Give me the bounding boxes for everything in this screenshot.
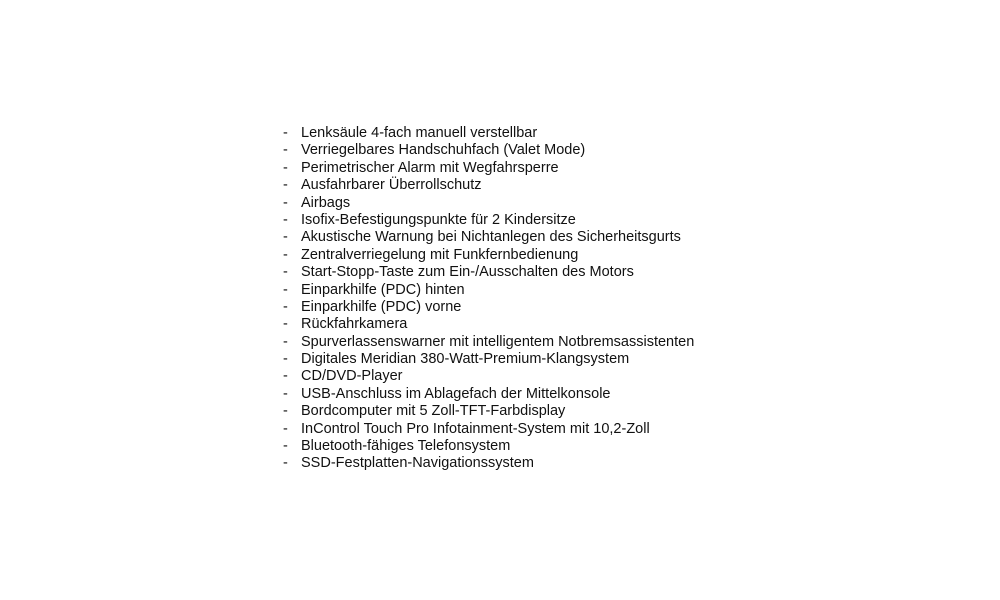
bullet-dash: - <box>283 281 288 298</box>
bullet-dash: - <box>283 455 288 472</box>
list-item-text: SSD-Festplatten-Navigationssystem <box>301 455 534 472</box>
bullet-dash: - <box>283 351 288 368</box>
list-item <box>283 160 694 177</box>
list-item-text: Lenksäule 4-fach manuell verstellbar <box>301 125 538 141</box>
bullet-dash: - <box>283 333 288 350</box>
list-item-text: CD/DVD-Player <box>301 368 403 385</box>
list-item-text: Spurverlassenswarner mit intelligentem Notbremsassistenten <box>301 333 695 350</box>
list-item <box>283 177 694 194</box>
list-item <box>283 386 694 403</box>
list-item-text: USB-Anschluss im Ablagefach der Mittelkonsole <box>301 385 611 402</box>
list-item-text: InControl Touch Pro Infotainment-System mit 10,2-Zoll <box>301 420 650 437</box>
list-item <box>283 368 694 385</box>
list-item <box>283 455 694 472</box>
bullet-dash: - <box>283 420 288 437</box>
bullet-dash: - <box>283 385 288 402</box>
list-item <box>283 125 694 142</box>
bullet-dash: - <box>283 298 288 315</box>
bullet-dash: - <box>283 159 288 176</box>
list-item-text: Perimetrischer Alarm mit Wegfahrsperre <box>301 159 559 176</box>
bullet-dash: - <box>283 229 288 246</box>
bullet-dash: - <box>283 403 288 420</box>
list-item-text: Bordcomputer mit 5 Zoll-TFT-Farbdisplay <box>301 403 566 420</box>
list-item <box>283 421 694 438</box>
list-item <box>283 142 694 159</box>
list-item <box>283 282 694 299</box>
list-item-text: Digitales Meridian 380-Watt-Premium-Klangsystem <box>301 351 630 368</box>
list-item-text: Akustische Warnung bei Nichtanlegen des Sicherheitsgurts <box>301 229 681 246</box>
list-item-text: Verriegelbares Handschuhfach (Valet Mode) <box>301 142 586 159</box>
list-item <box>283 264 694 281</box>
list-item <box>283 247 694 264</box>
bullet-dash: - <box>283 316 288 333</box>
bullet-dash: - <box>283 177 288 194</box>
feature-list <box>283 125 694 473</box>
bullet-dash: - <box>283 142 288 159</box>
bullet-dash: - <box>283 194 288 211</box>
bullet-dash: - <box>283 264 288 281</box>
list-item-text: Rückfahrkamera <box>301 316 408 333</box>
list-item-text: Zentralverriegelung mit Funkfernbedienung <box>301 246 579 263</box>
list-item-text: Einparkhilfe (PDC) vorne <box>301 298 462 315</box>
list-item <box>283 334 694 351</box>
bullet-dash: - <box>283 246 288 263</box>
list-item <box>283 316 694 333</box>
bullet-dash: - <box>283 438 288 455</box>
list-item <box>283 212 694 229</box>
list-item <box>283 299 694 316</box>
bullet-dash: - <box>283 368 288 385</box>
list-item-text: Ausfahrbarer Überrollschutz <box>301 177 482 194</box>
list-item-text: Airbags <box>301 194 351 211</box>
list-item <box>283 438 694 455</box>
list-item-text: Isofix-Befestigungspunkte für 2 Kindersitze <box>301 211 576 228</box>
list-item-text: Bluetooth-fähiges Telefonsystem <box>301 438 511 455</box>
list-item <box>283 229 694 246</box>
list-item-text: Einparkhilfe (PDC) hinten <box>301 281 465 298</box>
list-item-text: Start-Stopp-Taste zum Ein-/Ausschalten des Motors <box>301 264 634 281</box>
list-item <box>283 195 694 212</box>
list-item <box>283 403 694 420</box>
list-item <box>283 351 694 368</box>
bullet-dash: - <box>283 211 288 228</box>
bullet-dash: - <box>283 125 288 141</box>
